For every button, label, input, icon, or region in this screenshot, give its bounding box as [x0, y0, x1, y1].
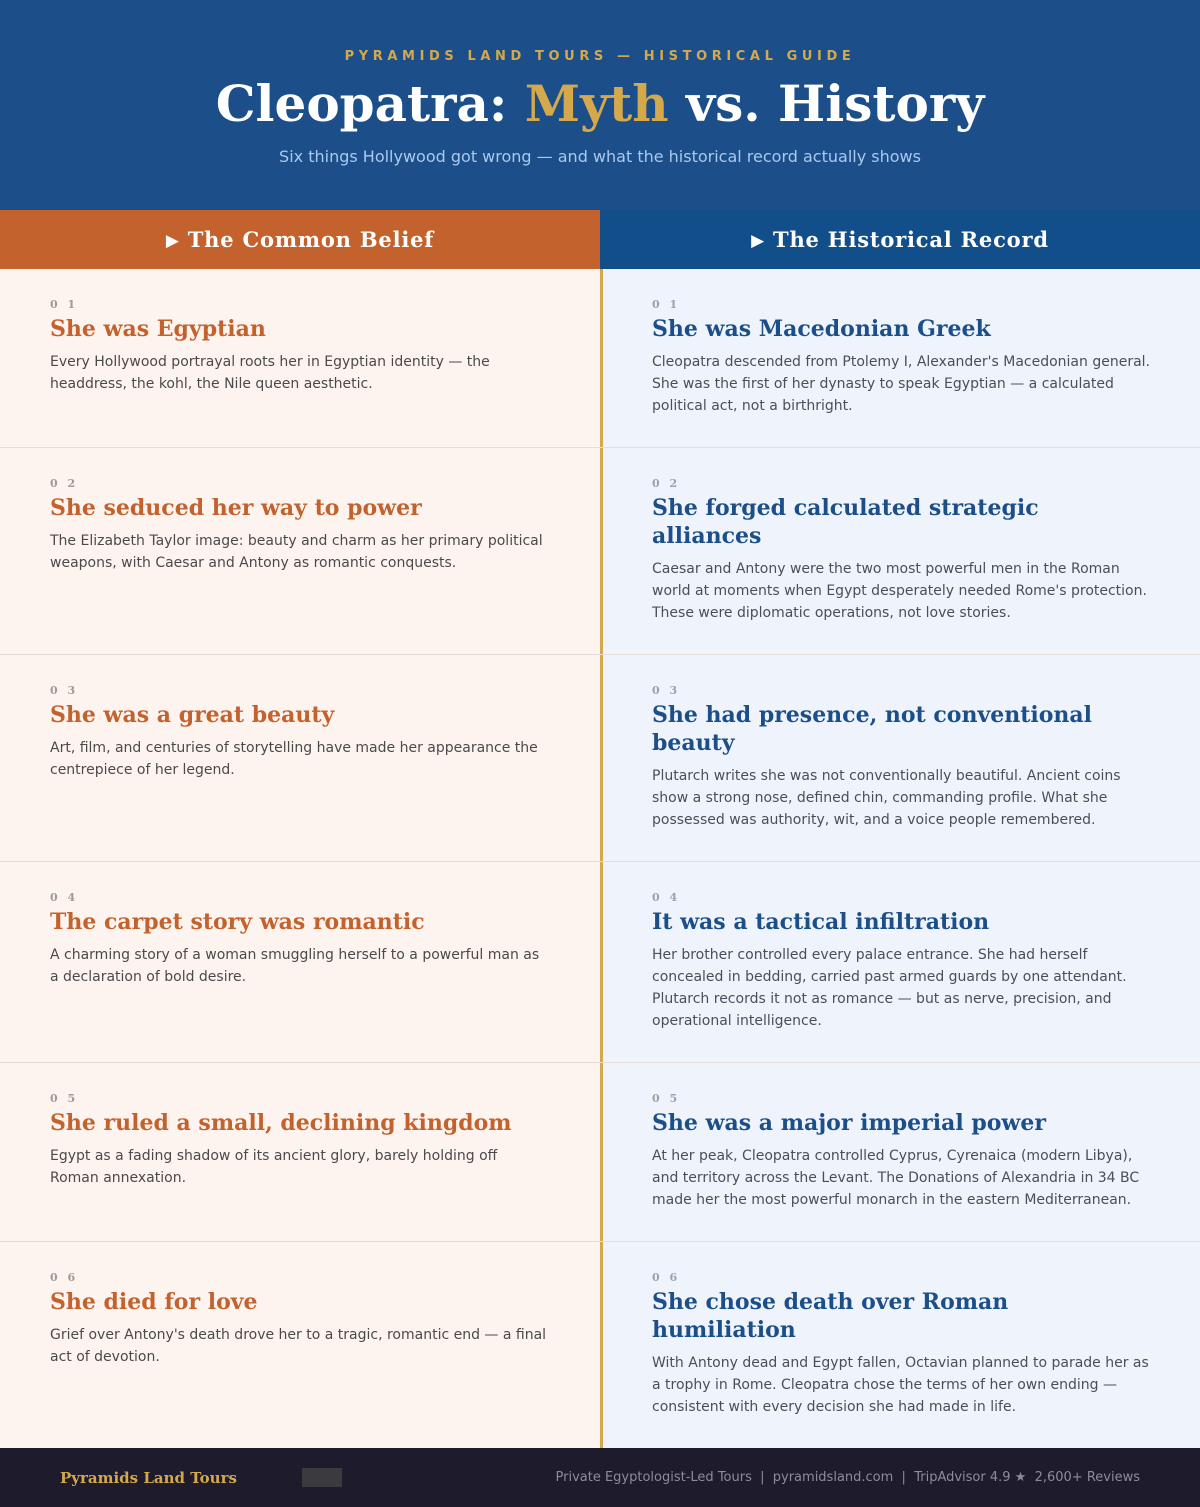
myth-body: Grief over Antony's death drove her to a tragic, romantic end — a final act of devotion.: [50, 1327, 547, 1365]
fact-cell: [600, 1242, 1200, 1448]
fact-title: She was Macedonian Greek: [652, 316, 991, 342]
myth-body: Art, film, and centuries of storytelling have made her appearance the centrepiece of her legend.: [50, 740, 538, 778]
fact-cell: [600, 862, 1200, 1062]
fact-cell: [600, 1063, 1200, 1241]
row-number: 0 4: [50, 891, 79, 904]
row-number: 0 1: [652, 298, 681, 311]
myth-body: A charming story of a woman smuggling herself to a powerful man as a declaration of bold desire.: [50, 947, 540, 985]
column-header-record-label: The Historical Record: [773, 227, 1049, 252]
myth-title: She died for love: [50, 1289, 258, 1315]
row-number: 0 5: [652, 1092, 681, 1105]
page-header: [0, 0, 1200, 210]
row-number: 0 4: [652, 891, 681, 904]
column-header-record: [600, 210, 1200, 269]
myth-cell: [0, 1063, 600, 1241]
table-row: [0, 269, 1200, 448]
page-subtitle: Six things Hollywood got wrong — and what the historical record actually shows: [279, 147, 921, 166]
table-row: [0, 1242, 1200, 1449]
fact-title: She chose death over Roman humiliation: [652, 1289, 1009, 1343]
fact-body: Her brother controlled every palace entrance. She had herself concealed in bedding, carried past armed guards by one attendant. Plutarch records it not as romance — but as nerve, precision, and operational intelligence.: [652, 947, 1127, 1029]
comparison-table: [0, 269, 1200, 1449]
myth-cell: [0, 269, 600, 447]
table-row: [0, 655, 1200, 862]
myth-body: The Elizabeth Taylor image: beauty and charm as her primary political weapons, with Caesar and Antony as romantic conquests.: [50, 533, 543, 571]
myth-cell: [0, 448, 600, 654]
fact-cell: [600, 655, 1200, 861]
title-part1: Cleopatra:: [215, 74, 525, 133]
fact-cell: [600, 269, 1200, 447]
fact-title: She was a major imperial power: [652, 1110, 1046, 1136]
footer-info: Private Egyptologist-Led Tours | pyramidsland.com | TripAdvisor 4.9 ★ 2,600+ Reviews: [555, 1470, 1140, 1485]
fact-body: Plutarch writes she was not conventionally beautiful. Ancient coins show a strong nose, defined chin, commanding profile. What she possessed was authority, wit, and a voice people remembered.: [652, 768, 1121, 828]
fact-body: With Antony dead and Egypt fallen, Octavian planned to parade her as a trophy in Rome. Cleopatra chose the terms of her own ending — consistent with every decision she had made in life.: [652, 1355, 1149, 1415]
footer-brand: Pyramids Land Tours: [60, 1468, 237, 1487]
myth-title: She seduced her way to power: [50, 495, 422, 521]
myth-body: Every Hollywood portrayal roots her in Egyptian identity — the headdress, the kohl, the Nile queen aesthetic.: [50, 354, 490, 392]
row-number: 0 2: [50, 477, 79, 490]
table-row: [0, 1063, 1200, 1242]
fact-body: Caesar and Antony were the two most powerful men in the Roman world at moments when Egypt desperately needed Rome's protection. These were diplomatic operations, not love stories.: [652, 561, 1147, 621]
myth-title: She was a great beauty: [50, 702, 335, 728]
row-number: 0 6: [652, 1271, 681, 1284]
fact-body: Cleopatra descended from Ptolemy I, Alexander's Macedonian general. She was the first of her dynasty to speak Egyptian — a calculated political act, not a birthright.: [652, 354, 1150, 414]
title-part2: vs. History: [668, 74, 985, 133]
row-number: 0 3: [652, 684, 681, 697]
myth-cell: [0, 862, 600, 1062]
fact-cell: [600, 448, 1200, 654]
myth-title: The carpet story was romantic: [50, 909, 425, 935]
fact-title: She had presence, not conventional beauty: [652, 702, 1093, 756]
row-number: 0 3: [50, 684, 79, 697]
play-arrow-icon: ▶: [751, 230, 766, 251]
myth-body: Egypt as a fading shadow of its ancient glory, barely holding off Roman annexation.: [50, 1148, 498, 1186]
play-arrow-icon: ▶: [165, 230, 180, 251]
fact-title: It was a tactical infiltration: [652, 909, 990, 935]
column-header-belief: [0, 210, 600, 269]
myth-cell: [0, 1242, 600, 1448]
fact-body: At her peak, Cleopatra controlled Cyprus, Cyrenaica (modern Libya), and territory across the Levant. The Donations of Alexandria in 34 BC made her the most powerful monarch in the eastern Mediterranean.: [652, 1148, 1140, 1208]
table-row: [0, 448, 1200, 655]
row-number: 0 5: [50, 1092, 79, 1105]
footer-badge: [302, 1468, 342, 1487]
myth-title: She ruled a small, declining kingdom: [50, 1110, 512, 1136]
column-header-belief-label: The Common Belief: [187, 227, 435, 252]
eyebrow-text: PYRAMIDS LAND TOURS — HISTORICAL GUIDE: [344, 49, 856, 64]
row-number: 0 1: [50, 298, 79, 311]
column-headers: [0, 210, 1200, 269]
page-title: [0, 74, 1200, 134]
page-footer: [0, 1448, 1200, 1507]
table-row: [0, 862, 1200, 1063]
myth-cell: [0, 655, 600, 861]
title-accent: Myth: [524, 74, 669, 133]
myth-title: She was Egyptian: [50, 316, 266, 342]
fact-title: She forged calculated strategic alliances: [652, 495, 1039, 549]
row-number: 0 2: [652, 477, 681, 490]
row-number: 0 6: [50, 1271, 79, 1284]
